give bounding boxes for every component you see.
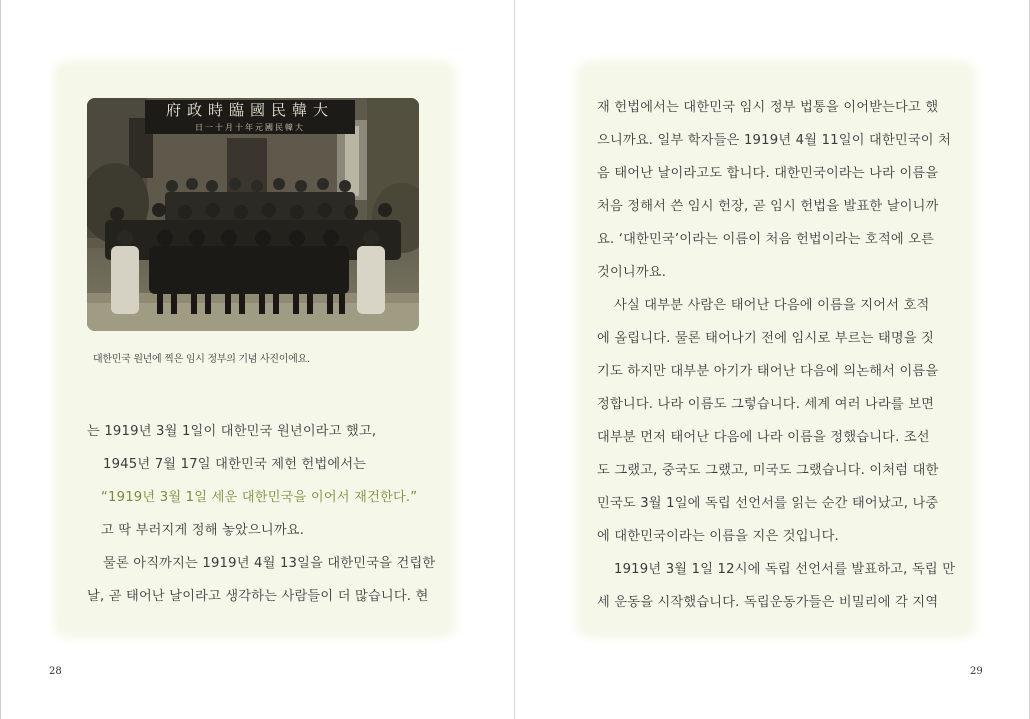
body-text-line: 요. ‘대한민국’이라는 이름이 처음 헌법이라는 호적에 오른 <box>597 232 935 247</box>
body-text-line: 세 운동을 시작했습니다. 독립운동가들은 비밀리에 각 지역 <box>597 595 939 610</box>
body-text-line: 에 올립니다. 물론 태어나기 전에 임시로 부르는 태명을 짓 <box>597 331 935 346</box>
body-text-line: 음 태어난 날이라고도 합니다. 대한민국이라는 나라 이름을 <box>597 166 939 181</box>
highlighted-quote: “1919년 3월 1일 세운 대한민국을 이어서 재건한다.” <box>101 490 418 505</box>
right-page-panel <box>582 67 970 632</box>
historical-group-photo <box>87 98 419 331</box>
body-text-line: 고 딱 부러지게 정해 놓았으니까요. <box>101 523 305 538</box>
page-edge-left <box>0 0 1 719</box>
body-text-line: 물론 아직까지는 1919년 4월 13일을 대한민국을 건립한 <box>103 556 436 571</box>
body-text-line: 기도 하지만 대부분 아기가 태어난 다음에 의논해서 이름을 <box>597 364 939 379</box>
body-text-line: 1945년 7월 17일 대한민국 제헌 헌법에서는 <box>103 457 367 472</box>
body-text-line: 것이니까요. <box>597 265 667 280</box>
body-text-line: 재 헌법에서는 대한민국 임시 정부 법통을 이어받는다고 했 <box>597 100 939 115</box>
body-text-line: 에 대한민국이라는 이름을 지은 것입니다. <box>597 529 839 544</box>
body-text-line: 는 1919년 3월 1일이 대한민국 원년이라고 했고, <box>87 424 377 439</box>
photo-banner-title: 大韓民國臨時政府 <box>165 101 335 119</box>
photo-caption: 대한민국 원년에 찍은 임시 정부의 기념 사진이에요. <box>93 354 310 365</box>
body-text-line: 처음 정해서 쓴 임시 헌장, 곧 임시 헌법을 발표한 날이니까 <box>597 199 939 214</box>
body-text-line: 대부분 먼저 태어난 다음에 나라 이름을 정했습니다. 조선 <box>597 430 930 445</box>
spread-gutter <box>514 0 515 719</box>
body-text-line: 도 그랬고, 중국도 그랬고, 미국도 그랬습니다. 이처럼 대한 <box>597 463 939 478</box>
body-text-line: 정합니다. 나라 이름도 그렇습니다. 세계 여러 나라를 보면 <box>597 397 935 412</box>
body-text-line: 민국도 3월 1일에 독립 선언서를 읽는 순간 태어났고, 나중 <box>597 496 939 511</box>
body-text-line: 사실 대부분 사람은 태어난 다음에 이름을 지어서 호적 <box>614 298 930 313</box>
page-number-right: 29 <box>970 666 983 677</box>
body-text-line: 1919년 3월 1일 12시에 독립 선언서를 발표하고, 독립 만 <box>614 562 956 577</box>
photo-banner-subline: 大韓民國元年十月十一日 <box>195 123 305 132</box>
body-text-line: 으니까요. 일부 학자들은 1919년 4월 11일이 대한민국이 처 <box>597 133 952 148</box>
body-text-line: 날, 곧 태어난 날이라고 생각하는 사람들이 더 많습니다. 현 <box>87 589 429 604</box>
page-number-left: 28 <box>49 666 62 677</box>
